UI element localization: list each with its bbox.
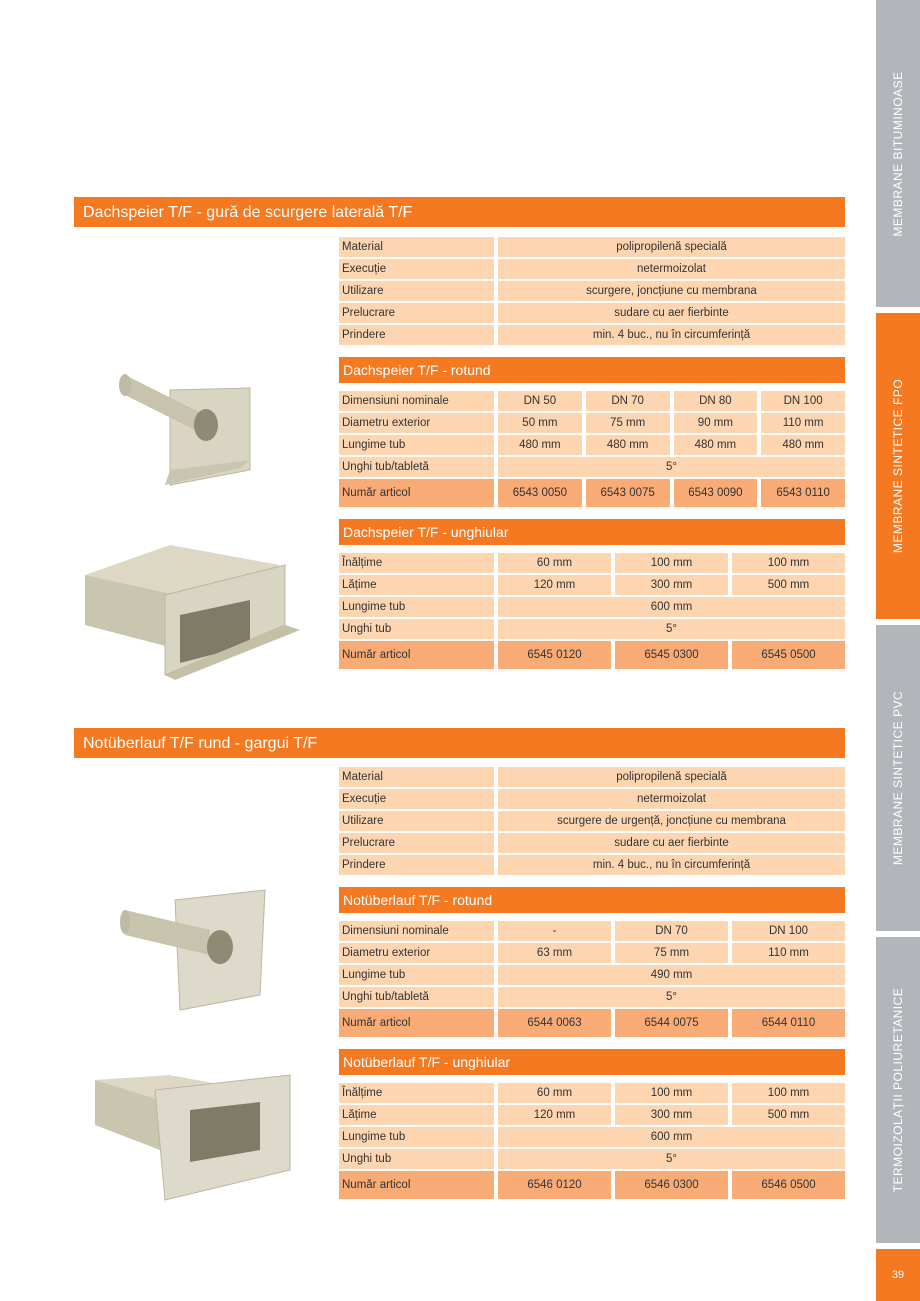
article-number-row — [339, 641, 845, 669]
row-value: 5° — [498, 457, 845, 477]
row-value: 100 mm — [615, 1083, 728, 1103]
table-row — [339, 435, 845, 455]
row-value: 500 mm — [732, 575, 845, 595]
sidebar-tab-membrane-bituminoase[interactable] — [876, 0, 920, 307]
row-label: Unghi tub — [339, 1149, 494, 1169]
row-value: 500 mm — [732, 1105, 845, 1125]
table-row — [339, 619, 845, 639]
table-row — [339, 965, 845, 985]
row-label: Prelucrare — [339, 303, 494, 323]
sidebar-tab-termoizolatii[interactable] — [876, 937, 920, 1243]
row-value: 6546 0300 — [615, 1171, 728, 1199]
table-row — [339, 921, 845, 941]
row-value: 60 mm — [498, 553, 611, 573]
row-value: polipropilenă specială — [498, 237, 845, 257]
row-value: 6545 0120 — [498, 641, 611, 669]
row-value: 490 mm — [498, 965, 845, 985]
round-spec-table — [339, 391, 845, 509]
row-value: sudare cu aer fierbinte — [498, 303, 845, 323]
row-value: 100 mm — [732, 553, 845, 573]
row-label: Număr articol — [339, 641, 494, 669]
row-label: Material — [339, 767, 494, 787]
table-row — [339, 303, 845, 323]
round-spec-table — [339, 921, 845, 1039]
row-value: 6544 0110 — [732, 1009, 845, 1037]
table-row — [339, 1105, 845, 1125]
subsection-title: Dachspeier T/F - rotund — [339, 357, 845, 383]
product-image-round-overflow — [120, 885, 270, 1015]
table-row — [339, 325, 845, 345]
subsection-title: Notüberlauf T/F - unghiular — [339, 1049, 845, 1075]
article-number-row — [339, 1171, 845, 1199]
table-row — [339, 811, 845, 831]
row-label: Înălțime — [339, 553, 494, 573]
table-row — [339, 789, 845, 809]
row-value: min. 4 buc., nu în circumferință — [498, 855, 845, 875]
row-value: 110 mm — [732, 943, 845, 963]
row-value: 6543 0110 — [761, 479, 845, 507]
angular-spec-table — [339, 553, 845, 671]
table-row — [339, 833, 845, 853]
row-value: 480 mm — [586, 435, 670, 455]
page-number: 39 — [876, 1249, 920, 1301]
row-label: Număr articol — [339, 1009, 494, 1037]
general-table — [339, 767, 845, 877]
row-label: Utilizare — [339, 811, 494, 831]
row-value: 6544 0075 — [615, 1009, 728, 1037]
subsection-title: Notüberlauf T/F - rotund — [339, 887, 845, 913]
row-label: Număr articol — [339, 1171, 494, 1199]
row-label: Unghi tub — [339, 619, 494, 639]
row-value: DN 80 — [674, 391, 758, 411]
row-value: 6544 0063 — [498, 1009, 611, 1037]
row-label: Utilizare — [339, 281, 494, 301]
tab-label: MEMBRANE SINTETICE FPO — [891, 378, 905, 554]
row-value: 600 mm — [498, 1127, 845, 1147]
section-title: Notüberlauf T/F rund - gargui T/F — [74, 728, 845, 758]
row-value: 6546 0500 — [732, 1171, 845, 1199]
row-label: Lungime tub — [339, 435, 494, 455]
row-label: Prindere — [339, 855, 494, 875]
subsection-title: Dachspeier T/F - unghiular — [339, 519, 845, 545]
row-value: 5° — [498, 987, 845, 1007]
row-label: Înălțime — [339, 1083, 494, 1103]
row-value: 300 mm — [615, 1105, 728, 1125]
row-value: 60 mm — [498, 1083, 611, 1103]
row-value: DN 70 — [615, 921, 728, 941]
table-row — [339, 855, 845, 875]
row-value: 480 mm — [674, 435, 758, 455]
row-value: 300 mm — [615, 575, 728, 595]
row-label: Diametru exterior — [339, 943, 494, 963]
article-number-row — [339, 479, 845, 507]
table-row — [339, 391, 845, 411]
row-value: 600 mm — [498, 597, 845, 617]
table-row — [339, 767, 845, 787]
tab-label: MEMBRANE SINTETICE PVC — [891, 690, 905, 866]
row-value: 6545 0300 — [615, 641, 728, 669]
row-value: 6543 0050 — [498, 479, 582, 507]
row-value: scurgere de urgență, joncțiune cu membrana — [498, 811, 845, 831]
row-label: Prindere — [339, 325, 494, 345]
tab-label: TERMOIZOLAȚII POLIURETANICE — [891, 987, 905, 1193]
row-value: 6543 0075 — [586, 479, 670, 507]
row-label: Unghi tub/tabletă — [339, 457, 494, 477]
table-row — [339, 457, 845, 477]
row-value: 50 mm — [498, 413, 582, 433]
table-row — [339, 575, 845, 595]
row-label: Lățime — [339, 1105, 494, 1125]
row-value: polipropilenă specială — [498, 767, 845, 787]
table-row — [339, 259, 845, 279]
table-row — [339, 553, 845, 573]
row-label: Dimensiuni nominale — [339, 391, 494, 411]
row-value: sudare cu aer fierbinte — [498, 833, 845, 853]
row-label: Lățime — [339, 575, 494, 595]
row-label: Material — [339, 237, 494, 257]
row-value: 90 mm — [674, 413, 758, 433]
row-label: Lungime tub — [339, 597, 494, 617]
row-value: 480 mm — [498, 435, 582, 455]
row-value: DN 100 — [732, 921, 845, 941]
row-value: 6543 0090 — [674, 479, 758, 507]
row-value: - — [498, 921, 611, 941]
row-value: DN 70 — [586, 391, 670, 411]
row-label: Număr articol — [339, 479, 494, 507]
row-label: Lungime tub — [339, 1127, 494, 1147]
table-row — [339, 943, 845, 963]
row-value: netermoizolat — [498, 789, 845, 809]
row-value: min. 4 buc., nu în circumferință — [498, 325, 845, 345]
angular-spec-table — [339, 1083, 845, 1201]
table-row — [339, 1149, 845, 1169]
table-row — [339, 1127, 845, 1147]
row-value: 63 mm — [498, 943, 611, 963]
article-number-row — [339, 1009, 845, 1037]
row-value: 120 mm — [498, 575, 611, 595]
section-title: Dachspeier T/F - gură de scurgere laterală T/F — [74, 197, 845, 227]
product-image-angular-scupper — [80, 545, 305, 685]
table-row — [339, 237, 845, 257]
row-value: 5° — [498, 1149, 845, 1169]
row-value: DN 100 — [761, 391, 845, 411]
row-value: DN 50 — [498, 391, 582, 411]
row-value: 75 mm — [586, 413, 670, 433]
table-row — [339, 281, 845, 301]
row-value: 5° — [498, 619, 845, 639]
general-table — [339, 237, 845, 347]
product-image-round-scupper — [110, 360, 260, 490]
table-row — [339, 1083, 845, 1103]
row-label: Dimensiuni nominale — [339, 921, 494, 941]
row-value: 75 mm — [615, 943, 728, 963]
row-label: Execuție — [339, 259, 494, 279]
row-value: scurgere, joncțiune cu membrana — [498, 281, 845, 301]
row-value: 480 mm — [761, 435, 845, 455]
sidebar-tab-membrane-fpo[interactable] — [876, 313, 920, 619]
table-row — [339, 987, 845, 1007]
row-value: 100 mm — [732, 1083, 845, 1103]
row-label: Unghi tub/tabletă — [339, 987, 494, 1007]
row-value: netermoizolat — [498, 259, 845, 279]
row-label: Execuție — [339, 789, 494, 809]
row-value: 110 mm — [761, 413, 845, 433]
row-value: 6545 0500 — [732, 641, 845, 669]
tab-label: MEMBRANE BITUMINOASE — [891, 70, 905, 237]
table-row — [339, 413, 845, 433]
table-row — [339, 597, 845, 617]
row-label: Prelucrare — [339, 833, 494, 853]
product-image-angular-overflow — [90, 1050, 300, 1205]
row-value: 6546 0120 — [498, 1171, 611, 1199]
row-value: 100 mm — [615, 553, 728, 573]
sidebar-tab-membrane-pvc[interactable] — [876, 625, 920, 931]
row-label: Diametru exterior — [339, 413, 494, 433]
row-value: 120 mm — [498, 1105, 611, 1125]
row-label: Lungime tub — [339, 965, 494, 985]
